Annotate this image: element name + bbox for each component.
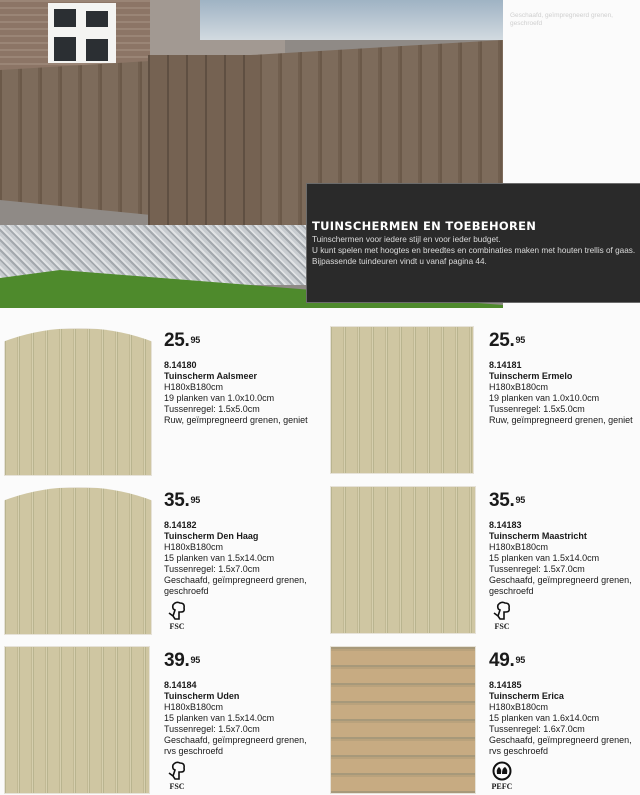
product-rail: Tussenregel: 1.5x5.0cm: [489, 404, 585, 414]
product-info-den-haag: [164, 491, 324, 631]
panel-image-uden: [4, 646, 150, 794]
garden-gate: [148, 55, 260, 250]
price: [164, 491, 324, 511]
product-size: H180xB180cm: [489, 542, 549, 552]
product-finish: Geschaafd, geïmpregneerd grenen,: [164, 575, 307, 585]
price: [489, 331, 640, 351]
price-cents: 95: [190, 495, 200, 505]
product-finish: geschroefd: [164, 586, 209, 596]
intro-box: [306, 183, 640, 303]
fsc-tree-icon: [491, 601, 513, 621]
product-finish: Ruw, geïmpregneerd grenen, geniet: [489, 415, 633, 425]
panel-image-maastricht: [330, 486, 476, 634]
product-planks: 15 planken van 1.5x14.0cm: [489, 553, 600, 563]
product-name: Tuinscherm Den Haag: [164, 531, 259, 541]
product-info-aalsmeer: [164, 331, 324, 426]
product-name: Tuinscherm Uden: [164, 691, 240, 701]
product-planks: 19 planken van 1.0x10.0cm: [489, 393, 600, 403]
product-finish: geschroefd: [489, 586, 534, 596]
product-info-erica: [489, 651, 640, 791]
fsc-tree-icon: [166, 601, 188, 621]
pefc-logo: [489, 761, 515, 791]
logo-label: PEFC: [491, 782, 513, 791]
panel-image-den-haag: [4, 487, 152, 635]
price-main: 25.: [489, 330, 515, 351]
price: [489, 491, 640, 511]
ghost-print-through: [510, 12, 640, 28]
product-code: 8.14180: [164, 360, 197, 370]
price-main: 49.: [489, 650, 515, 671]
product-code: 8.14185: [489, 680, 522, 690]
price-cents: 95: [515, 335, 525, 345]
product-name: Tuinscherm Ermelo: [489, 371, 573, 381]
product-code: 8.14181: [489, 360, 522, 370]
section-title: TUINSCHERMEN EN TOEBEHOREN: [312, 219, 537, 233]
product-rail: Tussenregel: 1.5x7.0cm: [164, 724, 260, 734]
pefc-trees-icon: [491, 761, 513, 781]
product-rail: Tussenregel: 1.5x5.0cm: [164, 404, 260, 414]
intro-line: Bijpassende tuindeuren vindt u vanaf pagina 44.: [312, 257, 487, 266]
price-main: 35.: [164, 490, 190, 511]
product-name: Tuinscherm Maastricht: [489, 531, 587, 541]
product-finish: rvs geschroefd: [164, 746, 224, 756]
house-window: [48, 3, 116, 63]
product-code: 8.14184: [164, 680, 197, 690]
fsc-logo: [164, 601, 190, 631]
fsc-tree-icon: [166, 761, 188, 781]
price-cents: 95: [190, 655, 200, 665]
product-info-uden: [164, 651, 324, 791]
product-code: 8.14182: [164, 520, 197, 530]
product-planks: 15 planken van 1.5x14.0cm: [164, 553, 275, 563]
sky: [200, 0, 503, 40]
product-finish: Geschaafd, geïmpregneerd grenen,: [489, 575, 632, 585]
price: [489, 651, 640, 671]
product-size: H180xB180cm: [489, 382, 549, 392]
product-finish: Ruw, geïmpregneerd grenen, geniet: [164, 415, 308, 425]
price-main: 39.: [164, 650, 190, 671]
intro-line: Tuinschermen voor iedere stijl en voor ieder budget.: [312, 235, 501, 244]
product-planks: 15 planken van 1.5x14.0cm: [164, 713, 275, 723]
product-size: H180xB180cm: [164, 382, 224, 392]
logo-label: FSC: [169, 622, 185, 631]
product-finish: Geschaafd, geïmpregneerd grenen,: [164, 735, 307, 745]
product-finish: rvs geschroefd: [489, 746, 549, 756]
product-planks: 15 planken van 1.6x14.0cm: [489, 713, 600, 723]
product-name: Tuinscherm Erica: [489, 691, 564, 701]
product-size: H180xB180cm: [164, 702, 224, 712]
product-finish: Geschaafd, geïmpregneerd grenen,: [489, 735, 632, 745]
price-cents: 95: [190, 335, 200, 345]
product-rail: Tussenregel: 1.5x7.0cm: [164, 564, 260, 574]
logo-label: FSC: [169, 782, 185, 791]
price: [164, 651, 324, 671]
product-size: H180xB180cm: [164, 542, 224, 552]
panel-image-ermelo: [330, 326, 474, 474]
price-cents: 95: [515, 655, 525, 665]
product-code: 8.14183: [489, 520, 522, 530]
logo-label: FSC: [494, 622, 510, 631]
intro-line: U kunt spelen met hoogtes en breedtes en combinaties maken met houten trellis of gaas.: [312, 246, 636, 255]
product-size: H180xB180cm: [489, 702, 549, 712]
price: [164, 331, 324, 351]
product-rail: Tussenregel: 1.5x7.0cm: [489, 564, 585, 574]
product-rail: Tussenregel: 1.6x7.0cm: [489, 724, 585, 734]
ghost-line: Geschaafd, geïmpregneerd grenen,: [510, 12, 613, 19]
price-main: 35.: [489, 490, 515, 511]
fsc-logo: [164, 761, 190, 791]
price-main: 25.: [164, 330, 190, 351]
ghost-line: geschroefd: [510, 20, 543, 27]
panel-image-erica: [330, 646, 476, 794]
fsc-logo: [489, 601, 515, 631]
price-cents: 95: [515, 495, 525, 505]
product-info-maastricht: [489, 491, 640, 631]
product-planks: 19 planken van 1.0x10.0cm: [164, 393, 275, 403]
product-info-ermelo: [489, 331, 640, 426]
panel-image-aalsmeer: [4, 328, 152, 476]
product-name: Tuinscherm Aalsmeer: [164, 371, 258, 381]
